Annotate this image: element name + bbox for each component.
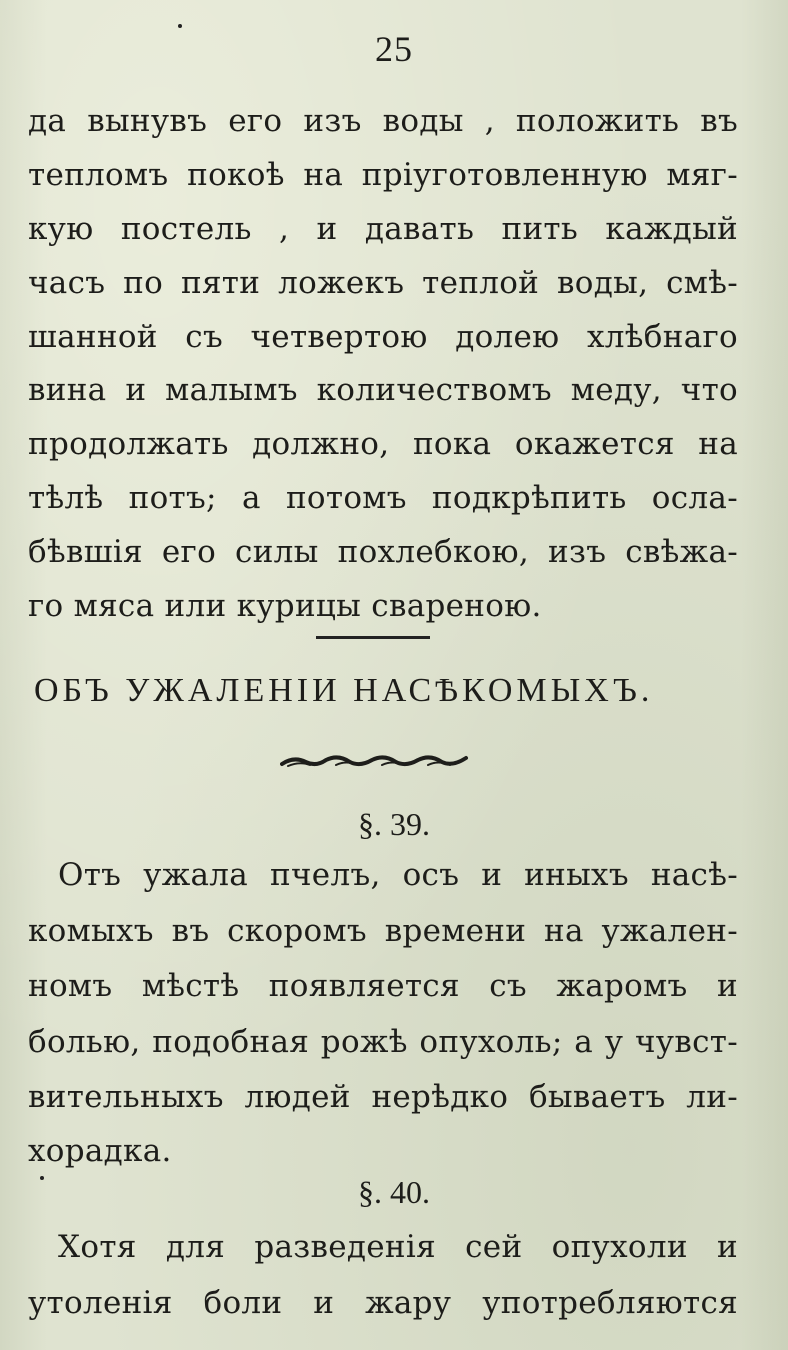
text-line: да вынувъ его изъ воды , положить въ [28,103,738,139]
text-line: вина и малымъ количествомъ меду, что [28,372,738,408]
text-line: болью, подобная рожѣ опухоль; а у чувст- [28,1024,738,1060]
section-number: §. 40. [358,1174,430,1210]
text-line: тѣлѣ потъ; а потомъ подкрѣпить осла- [28,480,738,516]
section-heading: ОБЪ УЖАЛЕНІИ НАСѢКОМЫХЪ. [34,672,654,709]
text-line: Хотя для разведенія сей опухоли и [58,1229,738,1265]
text-line: утоленія боли и жару употребляются [28,1285,738,1321]
ornament-flourish [280,752,470,772]
text-line: кую постель , и давать пить каждый [28,211,738,247]
text-line: часъ по пяти ложекъ теплой воды, смѣ- [28,265,738,301]
text-line: номъ мѣстѣ появляется съ жаромъ и [28,968,738,1004]
section-number: §. 39. [358,806,430,842]
text-line: бѣвшія его силы похлебкою, изъ свѣжа- [28,534,738,570]
print-speck [40,1176,44,1180]
text-line: хорадка. [28,1133,172,1169]
print-speck [178,24,182,28]
text-line: тепломъ покоѣ на пріуготовленную мяг- [28,157,738,193]
text-line: го мяса или курицы свареною. [28,588,542,624]
text-line: комыхъ въ скоромъ времени на ужален- [28,913,738,949]
page-number: 25 [375,29,413,69]
text-line: шанной съ четвертою долею хлѣбнаго [28,319,738,355]
text-line: продолжать должно, пока окажется на [28,426,738,462]
text-line: вительныхъ людей нерѣдко бываетъ ли- [28,1079,738,1115]
text-line: Отъ ужала пчелъ, осъ и иныхъ насѣ- [58,857,738,893]
section-divider [316,636,430,639]
